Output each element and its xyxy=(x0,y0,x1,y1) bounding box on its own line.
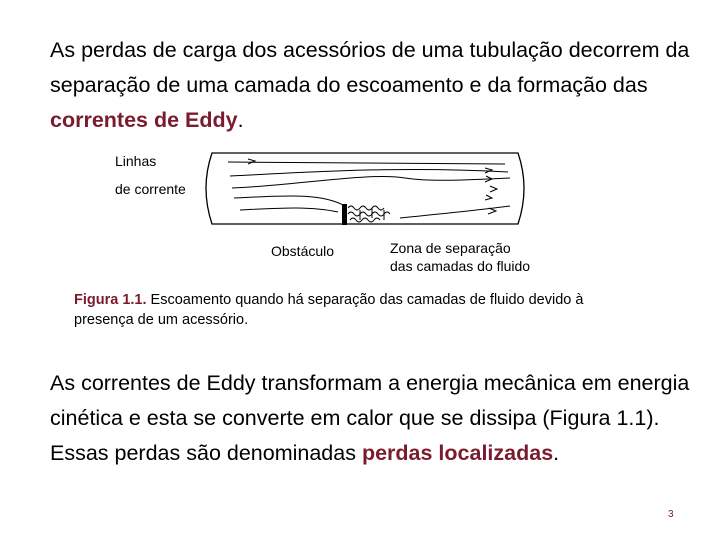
figure-caption-text: Escoamento quando há separação das camadas de fluido devido à presença de um acessório. xyxy=(74,292,584,328)
eddy-text-end: . xyxy=(553,441,560,465)
flow-diagram xyxy=(200,148,535,238)
obstacle-shape xyxy=(342,204,347,225)
streamline xyxy=(240,208,338,212)
separation-zone-line2: das camadas do fluido xyxy=(390,258,531,274)
streamlines-label-2: de corrente xyxy=(115,181,186,197)
intro-text-end: . xyxy=(237,108,244,132)
streamline xyxy=(232,177,510,188)
eddy-text: As correntes de Eddy transformam a energia mecânica em energia cinética e esta se converte em calor que se dissipa (Figura 1.1). Essas perdas são denominadas xyxy=(50,371,690,465)
streamline xyxy=(230,169,508,176)
separation-zone-line1: Zona de separação xyxy=(390,240,511,256)
flow-arrows xyxy=(248,159,497,214)
separation-zone-label xyxy=(390,239,530,275)
streamline xyxy=(228,162,505,164)
obstacle-label: Obstáculo xyxy=(271,243,335,259)
eddy-zone xyxy=(348,206,390,222)
eddy-highlight: correntes de Eddy xyxy=(50,108,238,132)
page-number: 3 xyxy=(668,509,674,520)
eddy-paragraph xyxy=(50,366,690,471)
streamlines-label-1: Linhas xyxy=(115,153,157,169)
figure-caption xyxy=(74,290,634,330)
intro-text: As perdas de carga dos acessórios de uma tubulação decorrem da separação de uma camada do escoamento e da formação das xyxy=(50,38,690,97)
streamline xyxy=(234,196,345,206)
perdas-highlight: perdas localizadas xyxy=(361,441,554,465)
intro-paragraph xyxy=(50,33,690,138)
figure-caption-label: Figura 1.1. xyxy=(74,292,147,308)
